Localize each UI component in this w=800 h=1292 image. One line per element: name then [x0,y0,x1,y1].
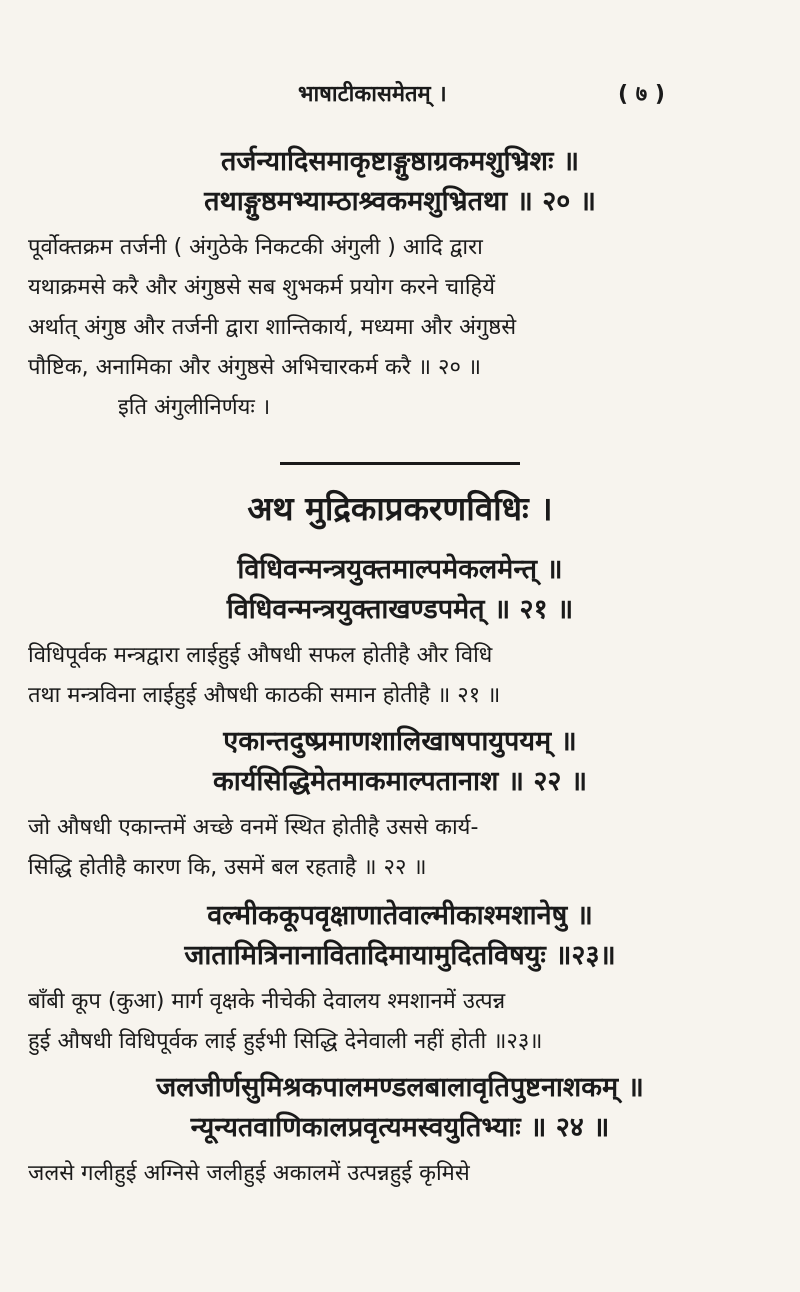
commentary-23 [28,982,772,1062]
verse-line: जातामित्रिनानावितादिमायामुदितविषयुः ॥२३॥ [184,940,616,971]
verse-line: जलजीर्णसुमिश्रकपालमण्डलबालावृतिपुष्टनाशकम् ॥ [156,1072,644,1103]
commentary-line: पौष्टिक, अनामिका और अंगुष्ठसे अभिचारकर्म करै ॥ २० ॥ [28,355,482,380]
closing-line: इति अंगुलीनिर्णयः । [118,395,271,420]
verse-23 [28,896,772,976]
commentary-line: सिद्धि होतीहै कारण कि, उसमें बल रहताहै ॥ २२ ॥ [28,855,427,880]
commentary-22 [28,808,772,888]
verse-line: वल्मीककूपवृक्षाणातेवाल्मीकाश्मशानेषु ॥ [207,900,593,931]
section-heading: अथ मुद्रिकाप्रकरणविधिः । [247,489,553,528]
commentary-24 [28,1154,772,1194]
verse-line: तर्जन्यादिसमाकृष्टाङ्गुष्ठाग्रकमशुभ्रिशः ॥ [220,146,580,177]
commentary-line: विधिपूर्वक मन्त्रद्वारा लाईहुई औषधी सफल होतीहै और विधि [28,643,493,668]
verse-line: एकान्तदुष्प्रमाणशालिखाषपायुपयम् ॥ [223,726,577,757]
verse-21 [28,550,772,630]
running-title: भाषाटीकासमेतम् । [298,82,447,107]
commentary-line: जो औषधी एकान्तमें अच्छे वनमें स्थित होतीहै उससे कार्य- [28,815,479,840]
verse-line: विधिवन्मन्त्रयुक्तमाल्पमेकलमेन्त् ॥ [237,554,563,585]
commentary-line: पूर्वोक्तक्रम तर्जनी ( अंगुठेके निकटकी अंगुली ) आदि द्वारा [28,235,483,260]
commentary-line: यथाक्रमसे करै और अंगुष्ठसे सब शुभकर्म प्रयोग करने चाहियें [28,275,495,300]
verse-line: तथाङ्गुष्ठमभ्याम्ठाश्र्वकमशुभ्रितथा ॥ २० ॥ [204,186,596,217]
verse-22 [28,722,772,802]
verse-20 [28,142,772,222]
section-heading-block [28,484,772,534]
commentary-line: बाँबी कूप (कुआ) मार्ग वृक्षके नीचेकी देवालय श्मशानमें उत्पन्न [28,989,506,1014]
page-number: ( ७ ) [618,82,665,107]
section-divider [280,462,520,465]
commentary-line: हुई औषधी विधिपूर्वक लाई हुईभी सिद्धि देनेवाली नहीं होती ॥२३॥ [28,1029,543,1054]
verse-line: न्यून्यतवाणिकालप्रवृत्यमस्वयुतिभ्याः ॥ २४ ॥ [190,1112,610,1143]
verse-line: कार्यसिद्धिमेतमाकमाल्पतानाश ॥ २२ ॥ [212,766,587,797]
commentary-line: जलसे गलीहुई अग्निसे जलीहुई अकालमें उत्पन्नहुई कृमिसे [28,1161,470,1186]
verse-24 [28,1068,772,1148]
page-header [28,78,772,118]
commentary-line: तथा मन्त्रविना लाईहुई औषधी काठकी समान होतीहै ॥ २१ ॥ [28,683,501,708]
commentary-line: अर्थात् अंगुष्ठ और तर्जनी द्वारा शान्तिकार्य, मध्यमा और अंगुष्ठसे [28,315,517,340]
commentary-20 [28,228,772,428]
verse-line: विधिवन्मन्त्रयुक्ताखण्डपमेत् ॥ २१ ॥ [226,594,574,625]
book-page [28,0,772,1292]
commentary-21 [28,636,772,716]
